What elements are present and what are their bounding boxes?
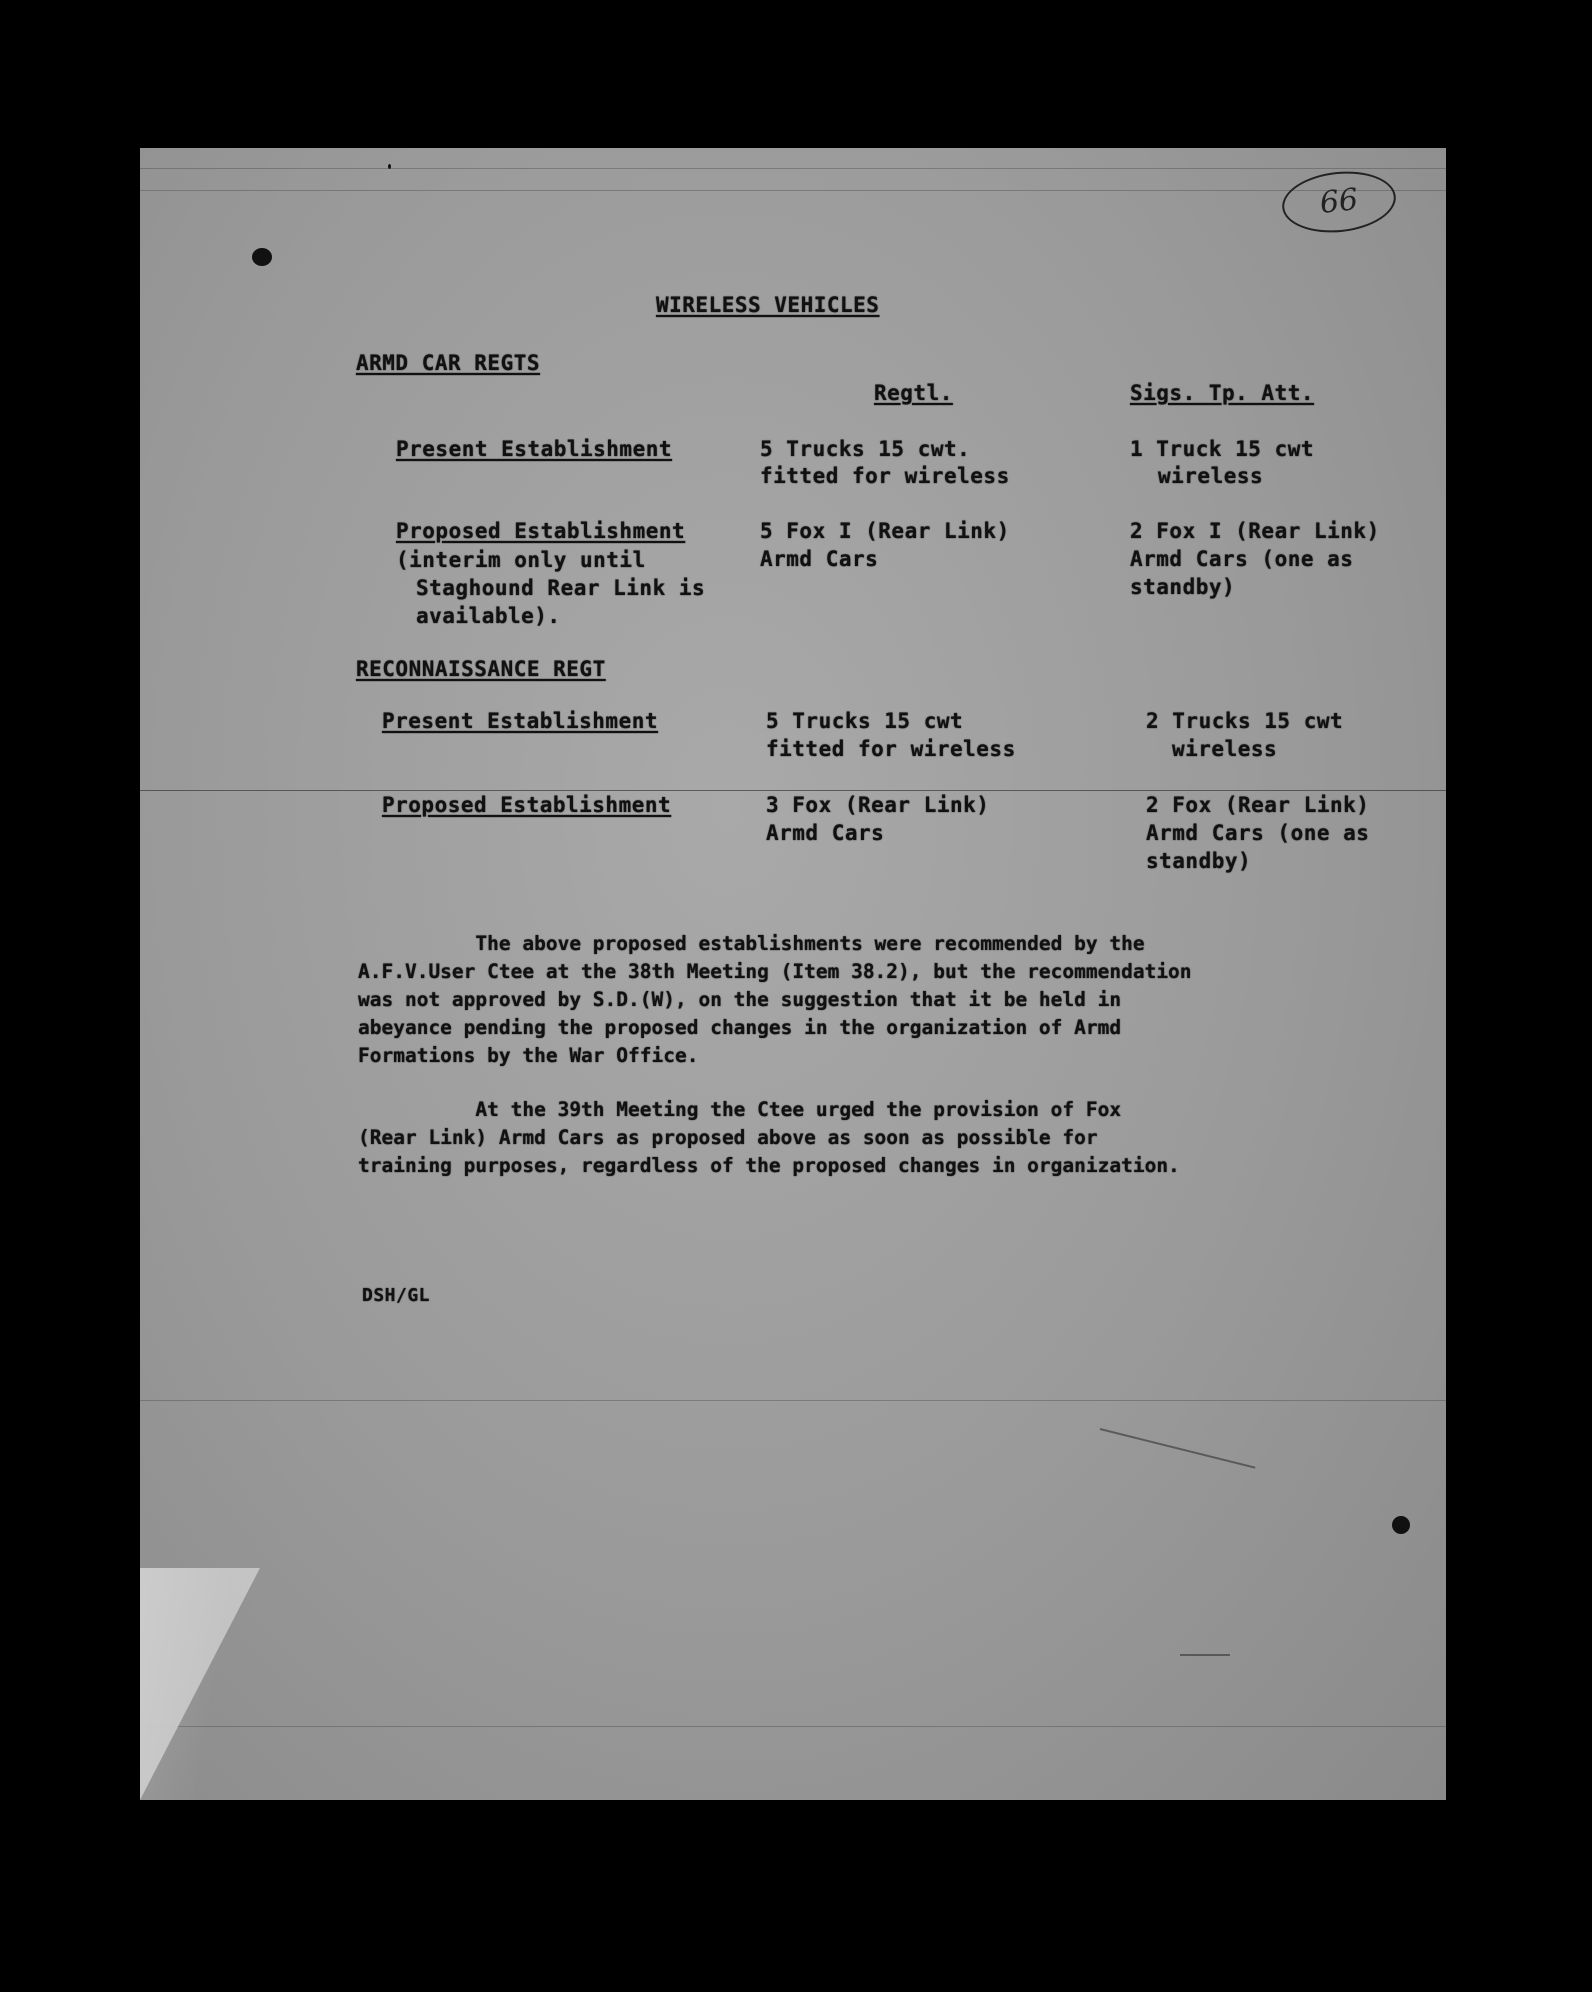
ink-blot [252, 248, 272, 266]
present-establishment-label: Present Establishment [396, 437, 673, 461]
proposed-establishment-label: Proposed Establishment [396, 519, 686, 543]
scan-line [140, 790, 1446, 791]
present-sigs-line: wireless [1172, 737, 1278, 761]
proposed-sigs-line: standby) [1146, 849, 1252, 873]
present-establishment-label: Present Establishment [382, 709, 659, 733]
paragraph-2-line: At the 39th Meeting the Ctee urged the provision of Fox [358, 1098, 1122, 1121]
paragraph-1-line: Formations by the War Office. [358, 1044, 699, 1067]
proposed-sigs-line: 2 Fox (Rear Link) [1146, 793, 1370, 817]
pencil-mark [1180, 1654, 1230, 1656]
document-title: WIRELESS VEHICLES [656, 293, 880, 317]
paragraph-1-line: The above proposed establishments were recommended by the [358, 932, 1145, 955]
ink-speck [388, 164, 391, 169]
page-number-stamp: 66 [1279, 166, 1399, 238]
proposed-sigs-line: Armd Cars (one as [1130, 547, 1354, 571]
proposed-note-line: Staghound Rear Link is [416, 576, 706, 600]
ink-blot [1392, 1516, 1410, 1534]
document-page [140, 148, 1446, 1800]
present-regtl-line: 5 Trucks 15 cwt. [760, 437, 971, 461]
paragraph-1-line: abeyance pending the proposed changes in the organization of Armd [358, 1016, 1122, 1039]
present-sigs-line: 2 Trucks 15 cwt [1146, 709, 1344, 733]
present-regtl-line: 5 Trucks 15 cwt [766, 709, 964, 733]
proposed-sigs-line: Armd Cars (one as [1146, 821, 1370, 845]
paragraph-2-line: (Rear Link) Armd Cars as proposed above as soon as possible for [358, 1126, 1098, 1149]
column-header-regtl: Regtl. [874, 381, 953, 405]
proposed-regtl-line: Armd Cars [766, 821, 885, 845]
scan-line [140, 168, 1446, 169]
pencil-mark [1100, 1428, 1256, 1469]
proposed-regtl-line: 5 Fox I (Rear Link) [760, 519, 1010, 543]
present-sigs-line: wireless [1158, 464, 1264, 488]
proposed-note-line: (interim only until [396, 548, 646, 572]
column-header-sigs: Sigs. Tp. Att. [1130, 381, 1315, 405]
scan-line [140, 1400, 1446, 1401]
proposed-regtl-line: 3 Fox (Rear Link) [766, 793, 990, 817]
scan-line [140, 1726, 1446, 1727]
scan-line [140, 190, 1446, 191]
reference-initials: DSH/GL [362, 1285, 431, 1306]
proposed-establishment-label: Proposed Establishment [382, 793, 672, 817]
section-heading-armd-car: ARMD CAR REGTS [356, 351, 541, 375]
present-regtl-line: fitted for wireless [766, 737, 1016, 761]
proposed-note-line: available). [416, 604, 561, 628]
paragraph-1-line: A.F.V.User Ctee at the 38th Meeting (Item 38.2), but the recommendation [358, 960, 1192, 983]
proposed-regtl-line: Armd Cars [760, 547, 879, 571]
present-regtl-line: fitted for wireless [760, 464, 1010, 488]
proposed-sigs-line: standby) [1130, 575, 1236, 599]
proposed-sigs-line: 2 Fox I (Rear Link) [1130, 519, 1380, 543]
present-sigs-line: 1 Truck 15 cwt [1130, 437, 1315, 461]
paragraph-2-line: training purposes, regardless of the proposed changes in organization. [358, 1154, 1180, 1177]
paragraph-1-line: was not approved by S.D.(W), on the suggestion that it be held in [358, 988, 1122, 1011]
section-heading-recce: RECONNAISSANCE REGT [356, 657, 606, 681]
folded-corner-shade [140, 1568, 260, 1800]
